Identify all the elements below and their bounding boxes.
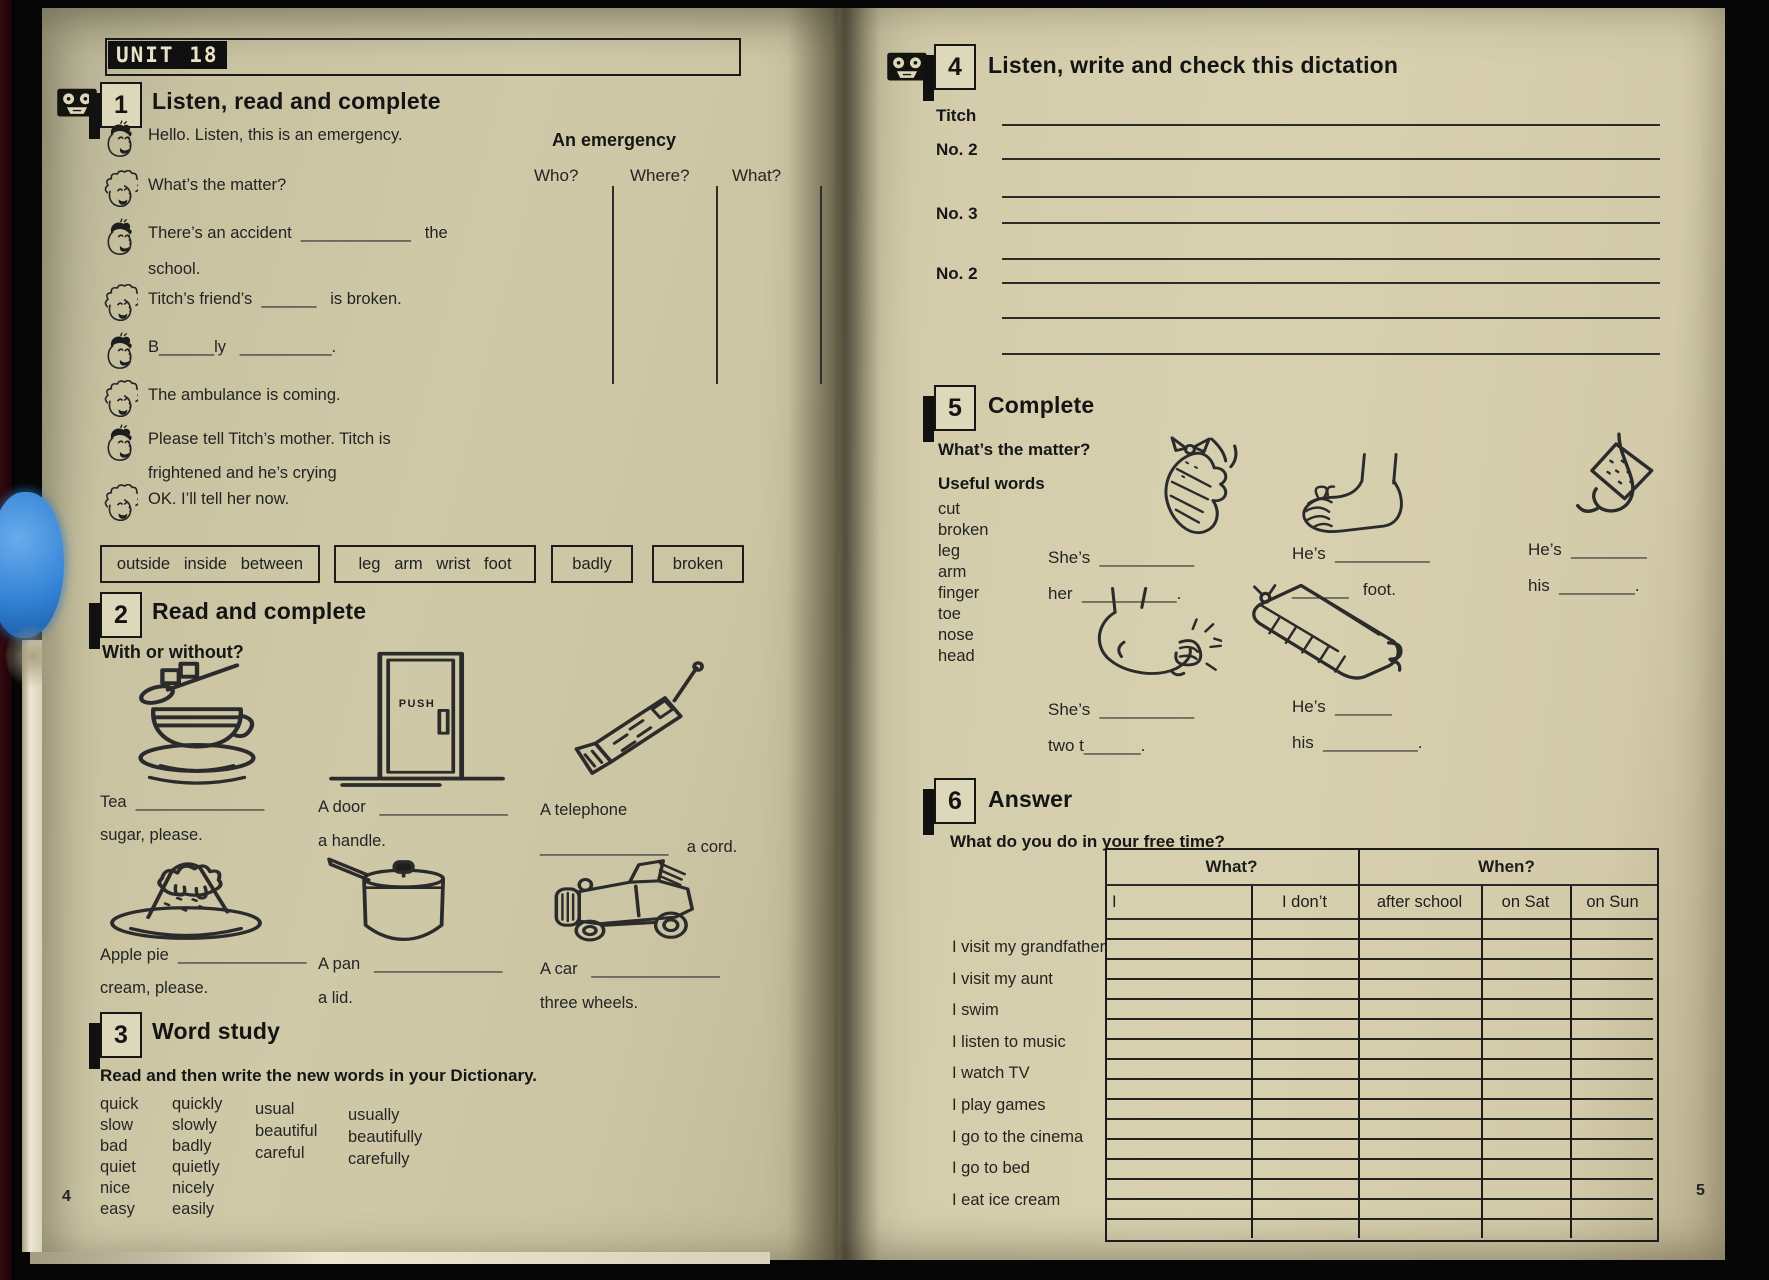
- exercise5-number: 5: [934, 385, 976, 431]
- dictation-label: No. 2: [936, 140, 978, 159]
- col-i: I: [1112, 892, 1117, 911]
- activity: I go to the cinema: [952, 1127, 1084, 1146]
- dialogue-text: Hello. Listen, this is an emergency.: [148, 126, 403, 144]
- exercise6-question: What do you do in your free time?: [950, 832, 1225, 851]
- dialogue-text: What’s the matter?: [148, 176, 287, 194]
- dialogue-line: [98, 168, 286, 212]
- boy-quiff-face-icon: [98, 330, 138, 374]
- useful-word: broken: [938, 521, 989, 539]
- dialogue-text: There’s an accident ____________ the: [148, 224, 448, 242]
- col-on-sun: on Sun: [1586, 892, 1639, 911]
- emergency-col-what: What?: [732, 166, 782, 185]
- door-sign-label: PUSH: [398, 698, 436, 710]
- exercise3-title: Word study: [152, 1018, 281, 1044]
- boy-curly-face-icon: [98, 482, 138, 526]
- vintage-car-illustration: [538, 854, 706, 948]
- dictation-label: Titch: [936, 106, 977, 125]
- emergency-col-who: Who?: [534, 166, 579, 185]
- apple-pie-illustration: [100, 848, 272, 948]
- tea-caption-1: Tea ______________: [100, 793, 265, 811]
- dictation-row: [936, 329, 1660, 355]
- dialogue-text: The ambulance is coming.: [148, 386, 341, 404]
- exercise2-number: 2: [100, 592, 142, 638]
- dictation-label: No. 2: [936, 264, 978, 283]
- useful-word: head: [938, 647, 975, 665]
- dictation-row: [936, 198, 1660, 224]
- useful-words-heading: Useful words: [938, 474, 1045, 493]
- boy-curly-face-icon: [98, 168, 138, 212]
- word: careful: [255, 1144, 305, 1162]
- wordbox-badly: badly: [551, 545, 633, 583]
- writing-line: [1002, 291, 1660, 319]
- caption5-line2: his __________.: [1292, 733, 1423, 752]
- dialogue-line: [148, 456, 337, 483]
- bandaged-foot-illustration: [1284, 452, 1418, 550]
- activity: I visit my grandfather: [952, 938, 1106, 956]
- dialogue-text: B______ly __________.: [148, 338, 337, 356]
- dialogue-text: Titch’s friend’s ______ is broken.: [148, 290, 402, 308]
- caption1-line1: She’s __________: [1048, 548, 1195, 567]
- pan-caption-1: A pan ______________: [318, 955, 503, 973]
- exercise6-number: 6: [934, 778, 976, 824]
- exercise4-title: Listen, write and check this dictation: [988, 52, 1399, 78]
- leg-cast-illustration: [1238, 580, 1416, 692]
- car-caption-2: three wheels.: [540, 994, 639, 1012]
- caption2-line1: He’s __________: [1292, 544, 1430, 563]
- exercise6-title: Answer: [988, 786, 1073, 812]
- dictation-row: [936, 100, 1660, 126]
- activities-list: [952, 938, 1105, 1222]
- book-gutter-shadow: [788, 8, 880, 1260]
- word: quietly: [172, 1158, 220, 1176]
- useful-words-list: [938, 500, 988, 668]
- shadow-smudge: [6, 620, 60, 692]
- dictation-row: [936, 293, 1660, 319]
- emergency-divider: [612, 186, 614, 384]
- dialogue-line: [98, 378, 341, 422]
- boy-quiff-face-icon: [98, 216, 138, 260]
- dictation-label: No. 3: [936, 204, 978, 223]
- word: beautifully: [348, 1128, 423, 1146]
- writing-line: [1002, 170, 1660, 198]
- dialogue-line: [98, 482, 289, 526]
- cassette-icon: [886, 50, 928, 84]
- word: slow: [100, 1116, 134, 1134]
- word: usual: [255, 1100, 295, 1118]
- dialogue-line: [148, 252, 200, 279]
- door-caption-1: A door ______________: [318, 798, 508, 816]
- header-what: What?: [1205, 857, 1258, 876]
- exercise3-number: 3: [100, 1012, 142, 1058]
- word-column-3: [255, 1098, 317, 1164]
- door-caption-2: a handle.: [318, 832, 386, 850]
- exercise1-title: Listen, read and complete: [152, 88, 441, 114]
- nose-plaster-illustration: [1545, 430, 1673, 542]
- dictation-row: [936, 172, 1660, 198]
- exercise4-number: 4: [934, 44, 976, 90]
- word: easy: [100, 1200, 135, 1218]
- dialogue-text: frightened and he’s crying: [148, 464, 337, 482]
- word-column-2: [172, 1094, 222, 1220]
- useful-word: nose: [938, 626, 974, 644]
- saucepan-illustration: [320, 845, 472, 951]
- exercise2-subtitle: With or without?: [102, 642, 244, 662]
- caption5-line1: He’s ______: [1292, 697, 1392, 716]
- writing-line: [1002, 196, 1660, 224]
- dictation-row: [936, 134, 1660, 160]
- boy-curly-face-icon: [98, 282, 138, 326]
- word: easily: [172, 1200, 215, 1218]
- boy-curly-face-icon: [98, 378, 138, 422]
- pie-caption-1: Apple pie ______________: [100, 946, 307, 964]
- activity: I eat ice cream: [952, 1190, 1061, 1209]
- dialogue-text: OK. I’ll tell her now.: [148, 490, 290, 508]
- cordless-phone-illustration: [548, 658, 706, 786]
- word: slowly: [172, 1116, 217, 1134]
- activity: I watch TV: [952, 1064, 1030, 1083]
- header-when: When?: [1478, 857, 1535, 876]
- useful-word: leg: [938, 542, 961, 560]
- useful-word: cut: [938, 500, 961, 518]
- dialogue-text: school.: [148, 260, 201, 278]
- door-push-illustration: [324, 648, 510, 790]
- word: nicely: [172, 1179, 215, 1197]
- dictation-row: [936, 258, 1660, 284]
- exercise2-title: Read and complete: [152, 598, 367, 624]
- caption4-line1: She’s __________: [1048, 700, 1195, 719]
- word: beautiful: [255, 1122, 318, 1140]
- table-grid-rows: [1107, 920, 1653, 1236]
- emergency-divider: [716, 186, 718, 384]
- word: quickly: [172, 1095, 223, 1113]
- bottom-page-edge: [30, 1252, 770, 1264]
- activity: I visit my aunt: [952, 969, 1053, 988]
- unit-label: UNIT 18: [108, 41, 227, 69]
- boy-quiff-face-icon: [98, 422, 138, 466]
- caption4-line2: two t______.: [1048, 736, 1146, 755]
- word: quiet: [100, 1158, 136, 1176]
- exercise1-number: 1: [100, 82, 142, 128]
- col-after-school: after school: [1376, 892, 1463, 911]
- teacup-sugar-illustration: [106, 654, 288, 792]
- phone-caption-2: ______________ a cord.: [540, 838, 738, 856]
- wordbox-body-parts: leg arm wrist foot: [334, 545, 536, 583]
- hurt-toe-illustration: [1082, 586, 1222, 696]
- pan-caption-2: a lid.: [318, 989, 353, 1007]
- bandaged-hand-illustration: [1135, 432, 1250, 548]
- dialogue-line: [98, 282, 402, 326]
- word: usually: [348, 1106, 400, 1124]
- wordbox-broken: broken: [652, 545, 744, 583]
- emergency-col-where: Where?: [630, 166, 690, 185]
- exercise3-instruction: Read and then write the new words in your Dictionary.: [100, 1066, 538, 1085]
- writing-line: [1002, 98, 1660, 126]
- emergency-divider: [820, 186, 822, 384]
- pie-caption-2: cream, please.: [100, 979, 209, 997]
- phone-caption-1: A telephone: [540, 801, 628, 819]
- wordbox-prepositions: outside inside between: [100, 545, 320, 583]
- word-column-4: [348, 1104, 422, 1170]
- exercise5-question: What’s the matter?: [938, 440, 1091, 459]
- dialogue-text: Please tell Titch’s mother. Titch is: [148, 430, 391, 448]
- exercise5-title: Complete: [988, 392, 1095, 418]
- useful-word: finger: [938, 584, 980, 602]
- tea-caption-2: sugar, please.: [100, 826, 203, 844]
- writing-line: [1002, 256, 1660, 284]
- word: carefully: [348, 1150, 410, 1168]
- word: quick: [100, 1095, 139, 1113]
- word: badly: [172, 1137, 212, 1155]
- writing-line: [1002, 132, 1660, 160]
- activity: I listen to music: [952, 1032, 1066, 1051]
- writing-line: [1002, 327, 1660, 355]
- caption3-line1: He’s ________: [1528, 540, 1647, 559]
- activity: I play games: [952, 1095, 1046, 1114]
- useful-word: toe: [938, 605, 961, 623]
- page-edges: [22, 640, 42, 1252]
- caption1-line2: her __________.: [1048, 584, 1182, 603]
- word: bad: [100, 1137, 128, 1155]
- col-on-sat: on Sat: [1501, 892, 1550, 911]
- activity: I go to bed: [952, 1159, 1030, 1178]
- word-column-1: [100, 1094, 139, 1220]
- word: nice: [100, 1179, 131, 1197]
- dialogue-line: [98, 330, 336, 374]
- emergency-title: An emergency: [552, 130, 677, 150]
- dialogue-line: [98, 118, 403, 162]
- useful-word: arm: [938, 563, 967, 581]
- caption2-line2: ______ foot.: [1292, 580, 1396, 599]
- boy-quiff-face-icon: [98, 118, 138, 162]
- car-caption-1: A car ______________: [540, 960, 720, 978]
- right-page-number: 5: [1696, 1182, 1705, 1199]
- left-page-number: 4: [62, 1188, 71, 1205]
- caption3-line2: his ________.: [1528, 576, 1640, 595]
- col-i-dont: I don’t: [1282, 892, 1327, 911]
- activity: I swim: [952, 1001, 999, 1020]
